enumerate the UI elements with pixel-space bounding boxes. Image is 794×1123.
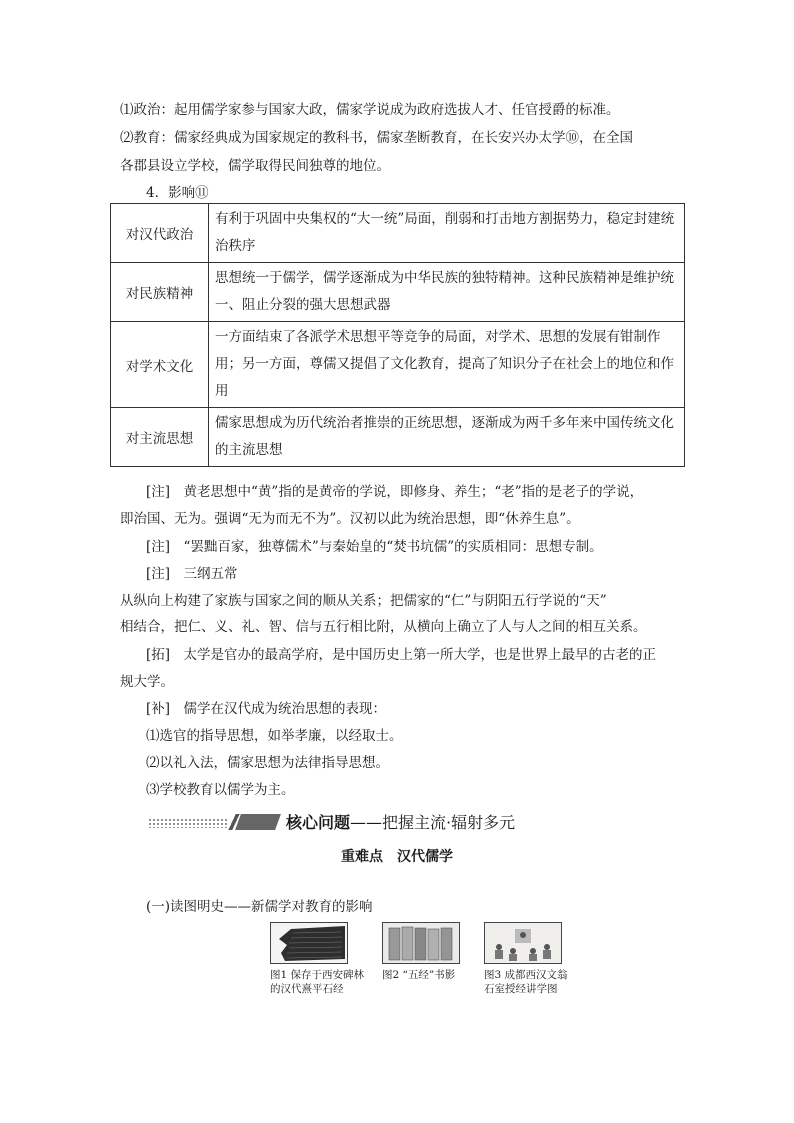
stone-classics-image xyxy=(270,922,348,964)
lecture-scene-image xyxy=(484,922,562,964)
table-row xyxy=(111,408,685,467)
row-label: 对民族精神 xyxy=(111,263,209,322)
figure-3-caption-line1: 图3 成都西汉文翁 xyxy=(484,969,568,981)
note-huanglao-line2: 即治国、无为。强调“无为而无不为”。汉初以此为统治思想，即“休养生息”。 xyxy=(120,511,580,527)
banner-title xyxy=(286,810,515,833)
education-paragraph-line1: ⑵教育：儒家经典成为国家规定的教科书，儒家垄断教育，在长安兴办太学⑩，在全国 xyxy=(120,130,633,146)
row-text: 有利于巩固中央集权的“大一统”局面，削弱和打击地方割据势力，稳定封建统治秩序 xyxy=(209,204,685,263)
five-classics-drawing xyxy=(383,923,459,963)
lecture-scene-drawing xyxy=(485,923,561,963)
reading-heading: (一)读图明史——新儒学对教育的影响 xyxy=(146,899,373,915)
supplement-item-1: ⑴选官的指导思想，如举孝廉，以经取士。 xyxy=(146,728,403,744)
note-three-bonds-heading: [注] 三纲五常 xyxy=(146,566,238,582)
row-text: 一方面结束了各派学术思想平等竞争的局面，对学术、思想的发展有钳制作用；另一方面，尊儒又提倡了文化教育，提高了知识分子在社会上的地位和作用 xyxy=(209,322,685,408)
table-row xyxy=(111,204,685,263)
table-row xyxy=(111,322,685,408)
impact-heading: 4．影响⑪ xyxy=(146,185,209,201)
banner-sub: ——把握主流·辐射多元 xyxy=(350,813,516,832)
supplement-item-3: ⑶学校教育以儒学为主。 xyxy=(146,782,295,798)
figure-1-caption-line1: 图1 保存于西安碑林 xyxy=(270,969,365,981)
supplement-item-2: ⑵以礼入法，儒家思想为法律指导思想。 xyxy=(146,755,389,771)
impact-table xyxy=(110,203,685,467)
note-taixue-line2: 规大学。 xyxy=(120,674,174,690)
politics-paragraph: ⑴政治：起用儒学家参与国家大政，儒家学说成为政府选拔人才、任官授爵的标准。 xyxy=(120,102,620,118)
figure-1-caption-line2: 的汉代熹平石经 xyxy=(270,983,344,995)
row-text: 思想统一于儒学，儒学逐渐成为中华民族的独特精神。这种民族精神是维护统一、阻止分裂的强大思想武器 xyxy=(209,263,685,322)
note-three-bonds-line2: 相结合，把仁、义、礼、智、信与五行相比附，从横向上确立了人与人之间的相互关系。 xyxy=(120,619,647,635)
row-label: 对学术文化 xyxy=(111,322,209,408)
banner-dot-pattern xyxy=(148,818,228,828)
five-classics-image xyxy=(382,922,460,964)
note-huanglao-line1: [注] 黄老思想中“黄”指的是黄帝的学说，即修身、养生；“老”指的是老子的学说， xyxy=(146,484,644,500)
core-question-banner xyxy=(148,812,688,834)
note-confucianism: [注] “罢黜百家，独尊儒术”与秦始皇的“焚书坑儒”的实质相同：思想专制。 xyxy=(146,539,603,555)
banner-bar xyxy=(235,814,281,830)
education-paragraph-line2: 各郡县设立学校，儒学取得民间独尊的地位。 xyxy=(120,158,390,174)
stone-classics-drawing xyxy=(271,923,347,963)
note-supplement-heading: [补] 儒学在汉代成为统治思想的表现： xyxy=(146,701,387,717)
figure-1 xyxy=(270,922,364,996)
row-label: 对主流思想 xyxy=(111,408,209,467)
row-text: 儒家思想成为历代统治者推崇的正统思想，逐渐成为两千多年来中国传统文化的主流思想 xyxy=(209,408,685,467)
figure-3 xyxy=(484,922,568,996)
banner-main: 核心问题 xyxy=(286,813,351,832)
note-taixue-line1: [拓] 太学是官办的最高学府，是中国历史上第一所大学，也是世界上最早的古老的正 xyxy=(146,647,657,663)
figure-3-caption-line2: 石室授经讲学图 xyxy=(484,983,558,995)
row-label: 对汉代政治 xyxy=(111,204,209,263)
table-row xyxy=(111,263,685,322)
focus-title: 重难点 汉代儒学 xyxy=(341,849,453,865)
figure-2 xyxy=(382,922,460,982)
figure-2-caption: 图2 “五经”书影 xyxy=(382,969,456,981)
note-three-bonds-line1: 从纵向上构建了家族与国家之间的顺从关系；把儒家的“仁”与阴阳五行学说的“天” xyxy=(120,593,607,609)
